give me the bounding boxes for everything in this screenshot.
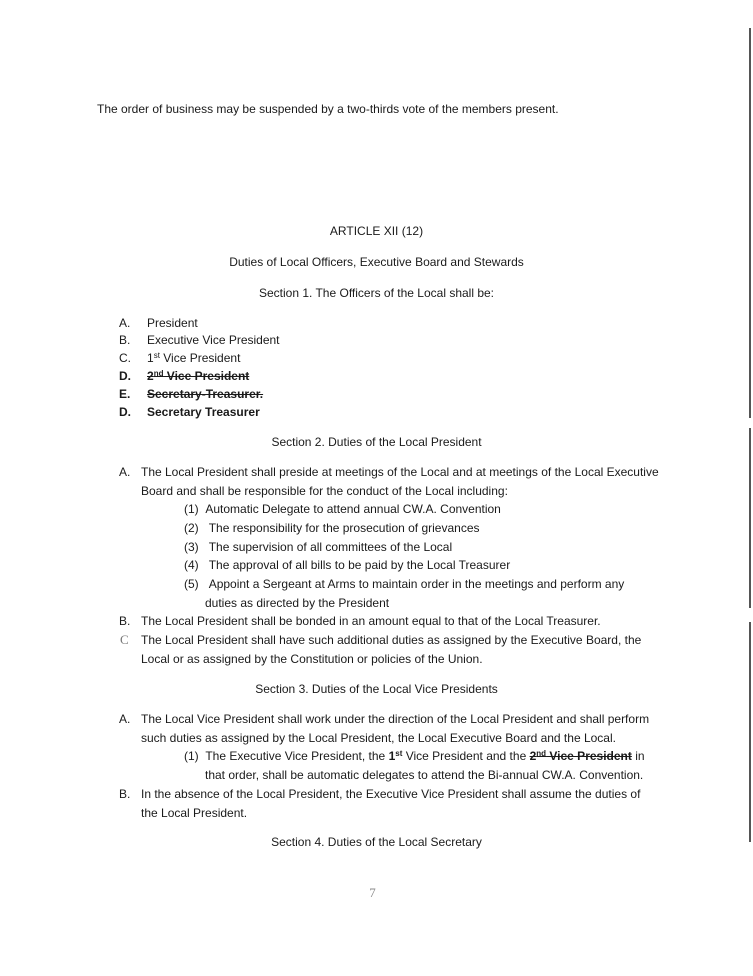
delegate-item-continued: that order, shall be automatic delegates to attend the Bi-annual CW.A. Convention. [205,768,644,782]
article-title: ARTICLE XII (12) [329,224,424,238]
section-1-heading: Section 1. The Officers of the Local shall be: [258,286,495,300]
struck-text: 2nd Vice President [529,749,632,763]
clause-letter: C [120,632,129,647]
scan-edge-line [749,28,751,418]
clause-letter: A. [119,465,131,479]
officer-item: B. Executive Vice President [119,333,280,347]
scan-edge-line [749,428,751,608]
page-number: 7 [369,885,376,900]
delegate-item: (1) The Executive Vice President, the 1st Vice President and the 2nd Vice President in [184,749,645,763]
scan-edge-line [749,622,751,842]
duty-item: (5) Appoint a Sergeant at Arms to maintain order in the meetings and perform any [184,577,625,591]
officer-item-struck: D. 2nd Vice President [119,369,250,383]
clause-text: The Local Vice President shall work under the direction of the Local President and shall perform [141,712,650,726]
section-2-heading: Section 2. Duties of the Local President [271,435,482,449]
clause-text: such duties as assigned by the Local President, the Local Executive Board and the Local. [141,731,616,745]
duty-item: (2) The responsibility for the prosecution of grievances [184,521,480,535]
section-3-heading: Section 3. Duties of the Local Vice Presidents [255,682,498,696]
clause-letter: B. [119,787,131,801]
officer-item-added: D. Secretary Treasurer [119,405,260,419]
duty-item: (4) The approval of all bills to be paid by the Local Treasurer [184,558,511,572]
duty-item: (1) Automatic Delegate to attend annual CW.A. Convention [184,502,501,516]
clause-text: The Local President shall have such additional duties as assigned by the Executive Board, the [141,633,642,647]
clause-text: the Local President. [141,806,248,820]
clause-letter: B. [119,614,131,628]
clause-text: In the absence of the Local President, the Executive Vice President shall assume the duties of [141,787,641,801]
officer-item: A. President [119,316,198,330]
clause-text: The Local President shall preside at meetings of the Local and at meetings of the Local Executive [141,465,659,479]
clause-text: The Local President shall be bonded in an amount equal to that of the Local Treasurer. [141,614,601,628]
officer-item: C. 1st Vice President [119,351,241,365]
duty-item: (3) The supervision of all committees of the Local [184,540,453,554]
duty-item-continued: duties as directed by the President [205,596,390,610]
officer-item-struck: E. Secretary-Treasurer. [119,387,264,401]
section-4-heading: Section 4. Duties of the Local Secretary [271,835,482,849]
clause-text: Board and shall be responsible for the conduct of the Local including: [141,484,508,498]
clause-letter: A. [119,712,131,726]
intro-paragraph: The order of business may be suspended by a two-thirds vote of the members present. [97,102,559,116]
article-subtitle: Duties of Local Officers, Executive Board and Stewards [229,255,524,269]
clause-text: Local or as assigned by the Constitution or policies of the Union. [141,652,483,666]
